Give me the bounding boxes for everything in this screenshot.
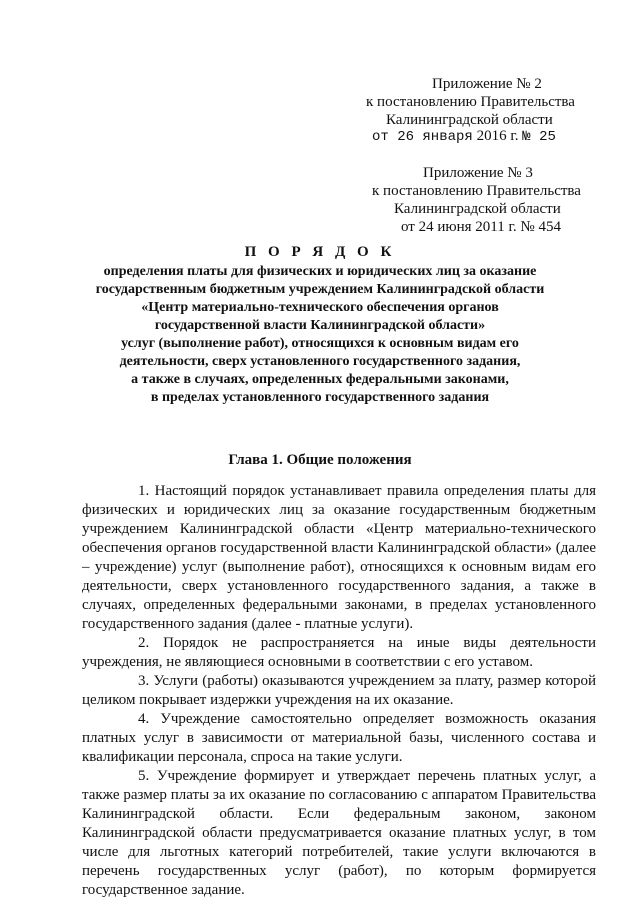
appendix-2-year: 2016 г. (476, 128, 519, 144)
subtitle-line: деятельности, сверх установленного государственного задания, (119, 354, 521, 369)
subtitle-line: «Центр материально-технического обеспечения органов (141, 300, 499, 315)
document-subtitle (60, 263, 580, 407)
paragraph-1: 1. Настоящий порядок устанавливает правила определения платы для физических и юридических лиц за оказание государственным бюджетным учреждением Калининградской области «Центр материально-технического обеспечения органов государственной власти Калининградской области» (далее – учреждение) услуг (выполнение работ), относящихся к основным видам его деятельности, сверх установленного государственного задания, а также в случаях, определенных федеральными законами, в пределах установленного государственного задания (далее - платные услуги). (82, 483, 596, 632)
paragraph-2: 2. Порядок не распространяется на иные виды деятельности учреждения, не являющиеся основными в соответствии с его уставом. (82, 635, 596, 670)
appendix-3-reference: к постановлению Правительства (372, 183, 581, 199)
appendix-3-title: Приложение № 3 (423, 165, 533, 181)
appendix-2-title: Приложение № 2 (432, 76, 542, 92)
appendix-2-region: Калининградской области (386, 112, 553, 128)
appendix-2-number: № 25 (522, 129, 556, 145)
appendix-2-date-line (372, 128, 556, 146)
paragraph-5: 5. Учреждение формирует и утверждает перечень платных услуг, а также размер платы за их оказание по согласованию с аппаратом Правительства Калининградской области. Если федеральным законом, законом Калининградской области предусматривается оказание платных услуг, в том числе для льготных категорий потребителей, такие услуги включаются в перечень государственных услуг (работ), по которым формируется государственное задание. (82, 768, 596, 898)
subtitle-line: государственной власти Калининградской области» (154, 318, 486, 333)
appendix-3-region: Калининградской области (394, 201, 561, 217)
paragraph-3: 3. Услуги (работы) оказываются учреждением за плату, размер которой целиком покрывает издержки учреждения на их оказание. (82, 673, 596, 708)
appendix-2-date: от 26 января (372, 129, 473, 145)
subtitle-line: а также в случаях, определенных федеральными законами, (131, 372, 509, 387)
document-title: П О Р Я Д О К (244, 244, 396, 260)
appendix-3-date: от 24 июня 2011 г. № 454 (401, 219, 561, 235)
appendix-2-reference: к постановлению Правительства (366, 94, 575, 110)
subtitle-line: определения платы для физических и юридических лиц за оказание (103, 264, 537, 279)
paragraph-4: 4. Учреждение самостоятельно определяет возможность оказания платных услуг в зависимости от материальной базы, численного состава и квалификации персонала, спроса на такие услуги. (82, 711, 596, 765)
subtitle-line: государственным бюджетным учреждением Калининградской области (95, 282, 545, 297)
subtitle-line: услуг (выполнение работ), относящихся к основным видам его (121, 336, 519, 351)
chapter-heading: Глава 1. Общие положения (228, 452, 412, 468)
subtitle-line: в пределах установленного государственного задания (150, 390, 490, 405)
document-body (82, 482, 596, 900)
